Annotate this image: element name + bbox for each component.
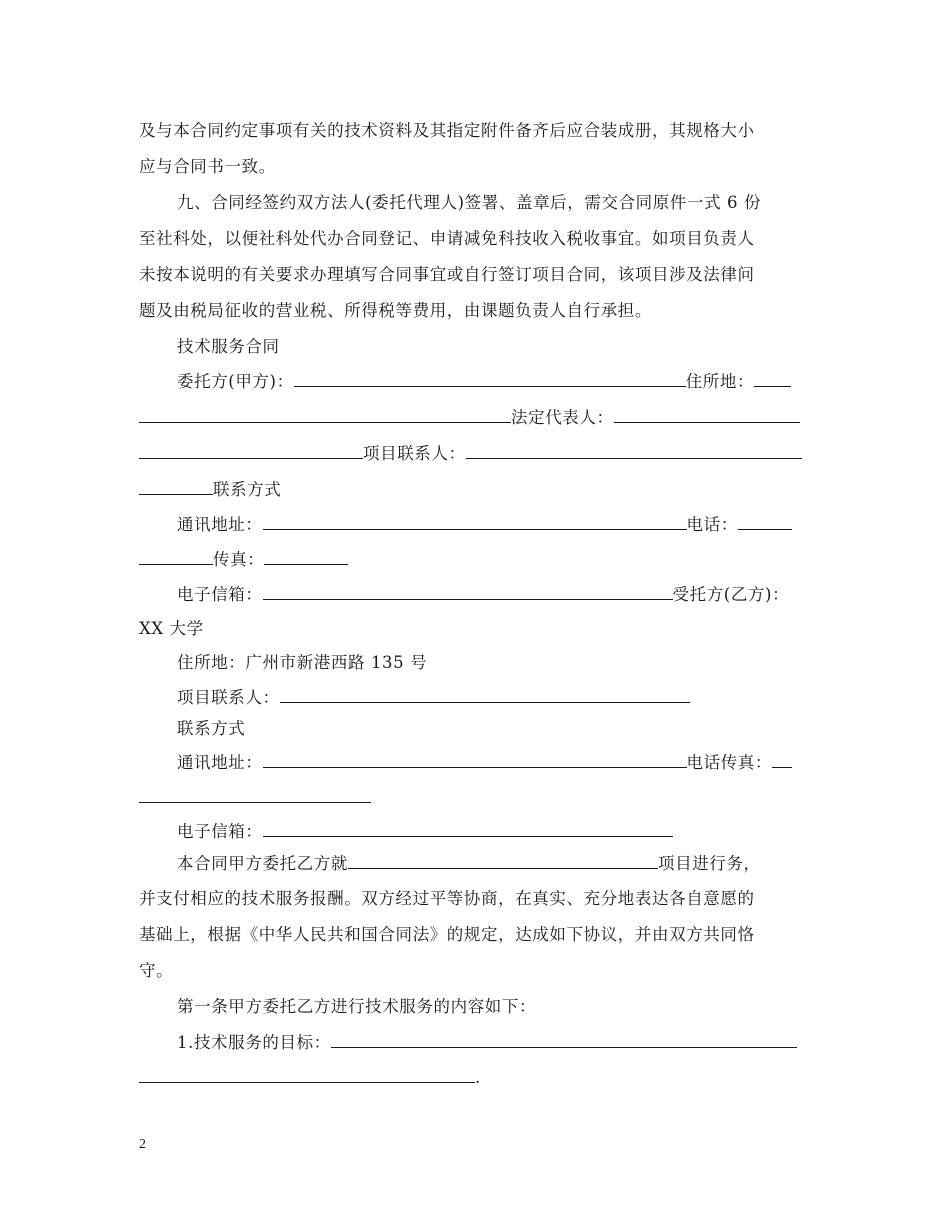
email-label: 电子信箱： (177, 585, 263, 604)
legal-rep-row (139, 406, 800, 429)
phone-fax-label: 电话传真： (686, 753, 772, 772)
party-a-field[interactable] (294, 370, 686, 387)
party-b-mail-field[interactable] (263, 751, 687, 768)
project-contact-row (139, 442, 802, 465)
contract-title: 技术服务合同 (177, 337, 280, 356)
paragraph-line: 九、合同经签约双方法人(委托代理人)签署、盖章后，需交合同原件一式 6 份 (177, 193, 762, 212)
page-number: 2 (139, 1137, 146, 1152)
project-contact-field[interactable] (466, 442, 802, 459)
paragraph-line: 并支付相应的技术服务报酬。双方经过平等协商，在真实、充分地表达各自意愿的 (139, 889, 755, 908)
email-row-a (177, 583, 789, 606)
paragraph-line: 应与合同书一致。 (139, 157, 276, 176)
fax-field[interactable] (264, 548, 348, 565)
legal-rep-field[interactable] (614, 406, 800, 423)
project-contact-label: 项目联系人： (363, 444, 466, 463)
phone-field-cont[interactable] (139, 548, 213, 565)
article-1-heading: 第一条甲方委托乙方进行技术服务的内容如下： (177, 997, 537, 1016)
legal-rep-field-cont[interactable] (139, 442, 363, 459)
contact-method-row (139, 478, 281, 501)
party-b-email-field[interactable] (263, 820, 673, 837)
item-1-field[interactable] (331, 1031, 797, 1048)
project-contact-field-cont[interactable] (139, 478, 213, 495)
paragraph-line: 未按本说明的有关要求办理填写合同事宜或自行签订项目合同，该项目涉及法律问 (139, 265, 755, 284)
address-field-cont[interactable] (139, 406, 511, 423)
address-field[interactable] (754, 370, 791, 387)
party-b-phone-fax-field[interactable] (772, 751, 792, 768)
party-b-address: 住所地：广州市新港西路 135 号 (177, 653, 428, 672)
mail-address-row (177, 513, 792, 536)
email-label: 电子信箱： (177, 822, 263, 841)
paragraph-line: 及与本合同约定事项有关的技术资料及其指定附件备齐后应合装成册，其规格大小 (139, 121, 755, 140)
paragraph-line: 守。 (139, 961, 174, 980)
paragraph-line: 本合同甲方委托乙方就 项目进行务， (177, 854, 761, 873)
party-b-contact-method: 联系方式 (177, 719, 246, 738)
fax-label: 传真： (213, 550, 265, 569)
party-b-contact-field[interactable] (280, 686, 690, 703)
item-1-field-cont[interactable] (139, 1066, 475, 1083)
party-b-phone-fax-field-cont[interactable] (139, 786, 371, 803)
project-name-field[interactable] (348, 852, 658, 869)
email-field[interactable] (263, 583, 673, 600)
phone-label: 电话： (686, 515, 738, 534)
party-b-mail-row (177, 751, 792, 774)
phone-field[interactable] (738, 513, 792, 530)
party-b-name: XX 大学 (139, 619, 204, 638)
item-1-row (177, 1031, 797, 1054)
party-b-label: 受托方(乙方)： (672, 585, 790, 604)
project-contact-label: 项目联系人： (177, 688, 280, 707)
paragraph-line: 至社科处，以便社科处代办合同登记、申请减免科技收入税收事宜。如项目负责人 (139, 229, 755, 248)
address-label: 住所地： (685, 372, 755, 391)
party-a-label: 委托方(甲方)： (177, 372, 294, 391)
contact-method-label: 联系方式 (213, 480, 282, 499)
party-a-row (177, 370, 791, 393)
phone-fax-cont-row (139, 786, 371, 809)
mail-address-label: 通讯地址： (177, 515, 263, 534)
party-b-email-row (177, 820, 673, 843)
mail-address-label: 通讯地址： (177, 753, 263, 772)
item-1-label: 1.技术服务的目标： (177, 1033, 331, 1052)
fax-row (139, 548, 348, 571)
paragraph-line: 题及由税局征收的营业税、所得税等费用，由课题负责人自行承担。 (139, 301, 652, 320)
item-1-cont-row: . (139, 1066, 481, 1089)
party-b-contact-row (177, 686, 690, 709)
mail-address-field[interactable] (263, 513, 687, 530)
paragraph-line: 基础上，根据《中华人民共和国合同法》的规定，达成如下协议，并由双方共同恪 (139, 925, 755, 944)
legal-rep-label: 法定代表人： (511, 408, 614, 427)
